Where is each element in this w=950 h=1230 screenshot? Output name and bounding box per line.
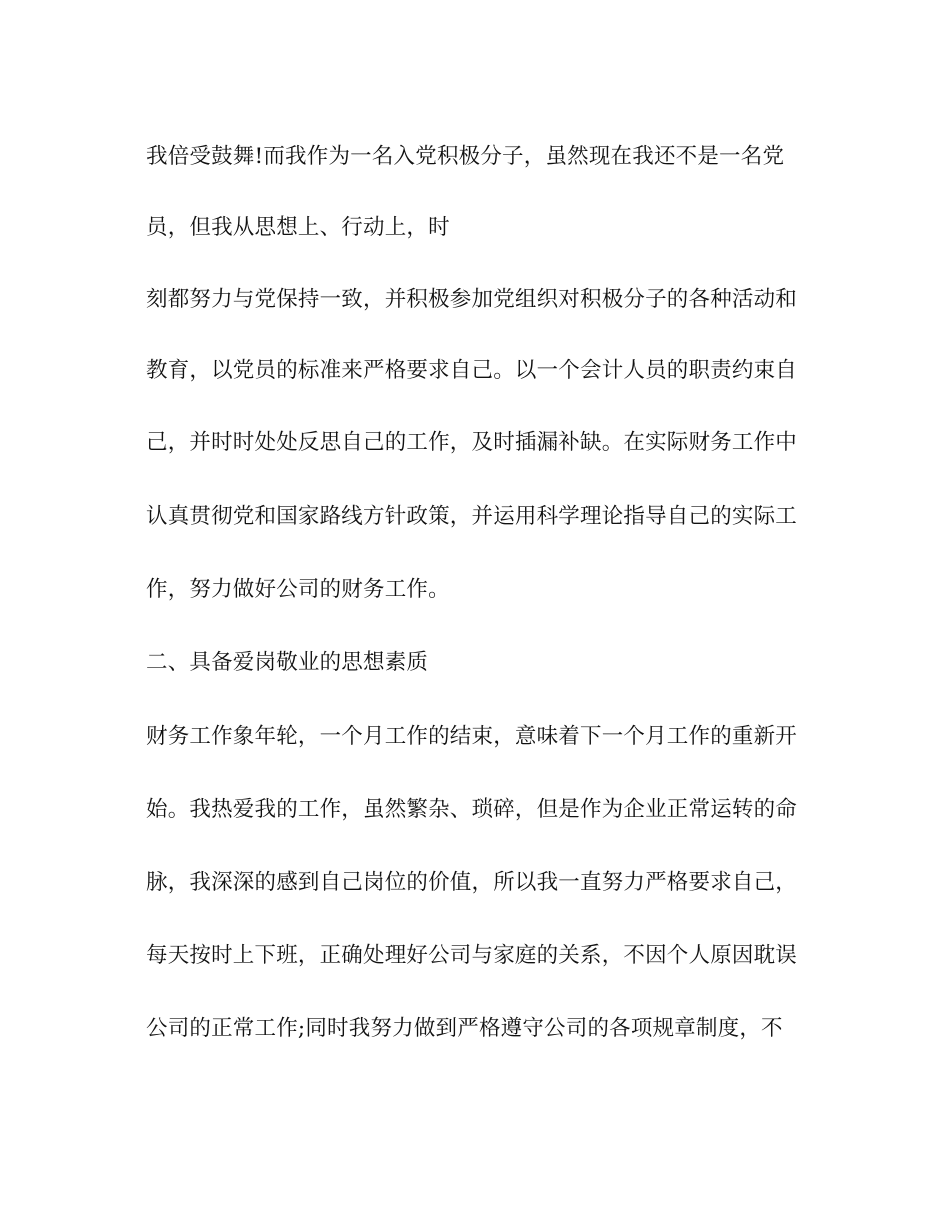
paragraph-line: 作，努力做好公司的财务工作。	[146, 577, 450, 602]
paragraph-line: 员，但我从思想上、行动上，时	[146, 215, 450, 240]
section-heading: 二、具备爱岗敬业的思想素质	[146, 650, 429, 675]
paragraph-line: 刻都努力与党保持一致，并积极参加党组织对积极分子的各种活动和	[146, 287, 798, 312]
paragraph-line: 始。我热爱我的工作，虽然繁杂、琐碎，但是作为企业正常运转的命	[146, 797, 798, 822]
paragraph-line: 己，并时时处处反思自己的工作，及时插漏补缺。在实际财务工作中	[146, 430, 798, 455]
paragraph-line: 财务工作象年轮，一个月工作的结束，意味着下一个月工作的重新开	[146, 724, 798, 749]
paragraph-line: 我倍受鼓舞!而我作为一名入党积极分子，虽然现在我还不是一名党	[146, 144, 785, 169]
paragraph-line: 每天按时上下班，正确处理好公司与家庭的关系，不因个人原因耽误	[146, 943, 798, 968]
paragraph-line: 认真贯彻党和国家路线方针政策，并运用科学理论指导自己的实际工	[146, 504, 798, 529]
paragraph-line: 教育，以党员的标准来严格要求自己。以一个会计人员的职责约束自	[146, 358, 798, 383]
paragraph-line: 脉，我深深的感到自己岗位的价值，所以我一直努力严格要求自己，	[146, 870, 798, 895]
paragraph-line: 公司的正常工作;同时我努力做到严格遵守公司的各项规章制度，不	[146, 1016, 783, 1041]
